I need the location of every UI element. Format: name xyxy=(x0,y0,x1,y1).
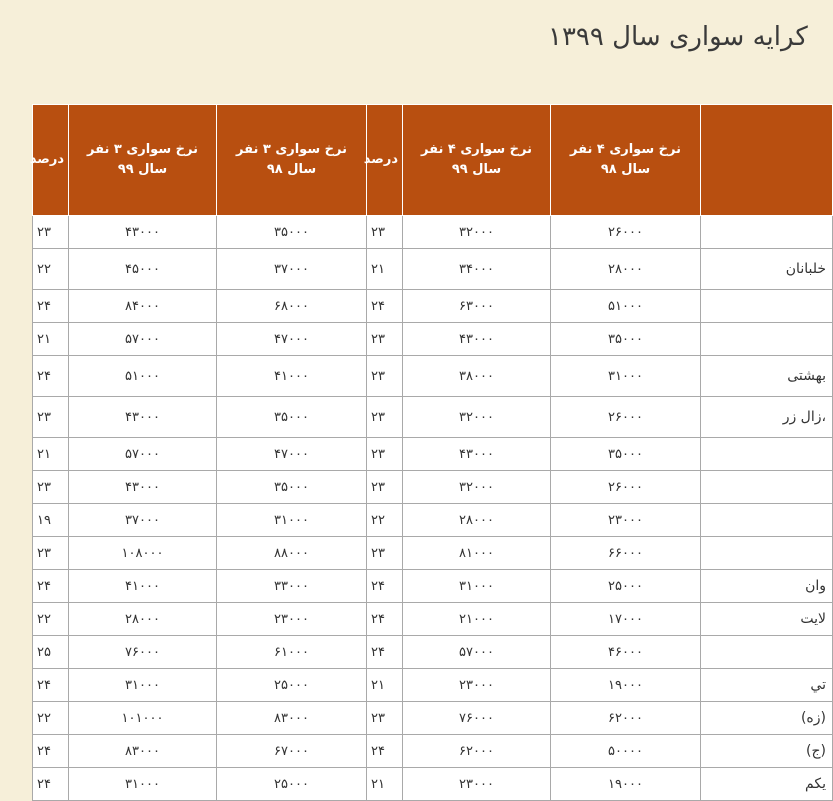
route-cell xyxy=(701,290,833,323)
route-cell: تي xyxy=(701,669,833,702)
percent-4-cell: ۲۳ xyxy=(367,471,403,504)
percent-3-cell: ۲۳ xyxy=(33,216,69,249)
fare-4-99-cell: ۲۸۰۰۰ xyxy=(403,504,551,537)
percent-4-cell: ۲۳ xyxy=(367,537,403,570)
table-row xyxy=(33,702,833,735)
route-cell xyxy=(701,323,833,356)
fare-4-99-cell: ۵۷۰۰۰ xyxy=(403,636,551,669)
percent-4-cell: ۲۴ xyxy=(367,636,403,669)
fare-3-98-cell: ۶۱۰۰۰ xyxy=(217,636,367,669)
fare-3-99-cell: ۴۳۰۰۰ xyxy=(69,471,217,504)
percent-4-cell: ۲۳ xyxy=(367,702,403,735)
route-cell: ،زال زر xyxy=(701,397,833,438)
percent-3-cell: ۲۴ xyxy=(33,356,69,397)
fare-4-98-cell: ۵۰۰۰۰ xyxy=(551,735,701,768)
percent-3-cell: ۲۲ xyxy=(33,249,69,290)
fare-3-98-cell: ۳۷۰۰۰ xyxy=(217,249,367,290)
fare-3-99-cell: ۳۱۰۰۰ xyxy=(69,669,217,702)
fare-4-99-cell: ۲۳۰۰۰ xyxy=(403,669,551,702)
fare-4-99-cell: ۲۱۰۰۰ xyxy=(403,603,551,636)
fare-4-98-cell: ۲۸۰۰۰ xyxy=(551,249,701,290)
header-fare-4-98: نرخ سواری ۴ نفر سال ۹۸ xyxy=(551,105,701,216)
fare-4-99-cell: ۸۱۰۰۰ xyxy=(403,537,551,570)
fare-4-99-cell: ۲۳۰۰۰ xyxy=(403,768,551,801)
table-header-row xyxy=(33,105,833,216)
table-row xyxy=(33,216,833,249)
route-cell: لایت xyxy=(701,603,833,636)
fare-3-99-cell: ۳۱۰۰۰ xyxy=(69,768,217,801)
fare-3-98-cell: ۴۱۰۰۰ xyxy=(217,356,367,397)
table-row xyxy=(33,504,833,537)
fare-4-98-cell: ۳۱۰۰۰ xyxy=(551,356,701,397)
percent-4-cell: ۲۴ xyxy=(367,570,403,603)
fare-3-98-cell: ۲۳۰۰۰ xyxy=(217,603,367,636)
fare-3-98-cell: ۸۸۰۰۰ xyxy=(217,537,367,570)
route-cell: بهشتی xyxy=(701,356,833,397)
percent-3-cell: ۱۹ xyxy=(33,504,69,537)
fare-3-98-cell: ۳۵۰۰۰ xyxy=(217,216,367,249)
fare-4-98-cell: ۱۹۰۰۰ xyxy=(551,768,701,801)
fare-4-99-cell: ۴۳۰۰۰ xyxy=(403,438,551,471)
table-row xyxy=(33,438,833,471)
route-cell xyxy=(701,636,833,669)
percent-4-cell: ۲۳ xyxy=(367,323,403,356)
fare-3-98-cell: ۴۷۰۰۰ xyxy=(217,323,367,356)
fare-4-99-cell: ۳۴۰۰۰ xyxy=(403,249,551,290)
route-cell xyxy=(701,471,833,504)
fare-3-99-cell: ۱۰۸۰۰۰ xyxy=(69,537,217,570)
header-route xyxy=(701,105,833,216)
fare-4-99-cell: ۳۱۰۰۰ xyxy=(403,570,551,603)
fare-3-98-cell: ۳۳۰۰۰ xyxy=(217,570,367,603)
fare-4-98-cell: ۲۶۰۰۰ xyxy=(551,397,701,438)
percent-4-cell: ۲۴ xyxy=(367,735,403,768)
percent-3-cell: ۲۴ xyxy=(33,735,69,768)
percent-3-cell: ۲۵ xyxy=(33,636,69,669)
fare-3-99-cell: ۴۳۰۰۰ xyxy=(69,397,217,438)
table-row xyxy=(33,471,833,504)
percent-4-cell: ۲۳ xyxy=(367,438,403,471)
table-body xyxy=(33,216,833,801)
header-fare-3-99: نرخ سواری ۳ نفر سال ۹۹ xyxy=(69,105,217,216)
fare-4-99-cell: ۶۲۰۰۰ xyxy=(403,735,551,768)
fare-3-99-cell: ۴۳۰۰۰ xyxy=(69,216,217,249)
fare-3-98-cell: ۲۵۰۰۰ xyxy=(217,768,367,801)
fare-4-98-cell: ۲۶۰۰۰ xyxy=(551,216,701,249)
fare-4-98-cell: ۱۷۰۰۰ xyxy=(551,603,701,636)
fare-table xyxy=(29,104,833,801)
percent-3-cell: ۲۴ xyxy=(33,768,69,801)
percent-4-cell: ۲۴ xyxy=(367,290,403,323)
fare-3-98-cell: ۴۷۰۰۰ xyxy=(217,438,367,471)
fare-4-98-cell: ۲۳۰۰۰ xyxy=(551,504,701,537)
table-row xyxy=(33,735,833,768)
fare-3-98-cell: ۶۸۰۰۰ xyxy=(217,290,367,323)
fare-4-98-cell: ۶۲۰۰۰ xyxy=(551,702,701,735)
header-fare-3-98: نرخ سواری ۳ نفر سال ۹۸ xyxy=(217,105,367,216)
route-cell: (ج) xyxy=(701,735,833,768)
fare-4-98-cell: ۲۶۰۰۰ xyxy=(551,471,701,504)
fare-3-98-cell: ۳۵۰۰۰ xyxy=(217,471,367,504)
percent-4-cell: ۲۳ xyxy=(367,356,403,397)
percent-4-cell: ۲۴ xyxy=(367,603,403,636)
percent-4-cell: ۲۳ xyxy=(367,397,403,438)
fare-3-99-cell: ۷۶۰۰۰ xyxy=(69,636,217,669)
percent-3-cell: ۲۱ xyxy=(33,438,69,471)
percent-3-cell: ۲۳ xyxy=(33,471,69,504)
table-row xyxy=(33,537,833,570)
table-row xyxy=(33,323,833,356)
header-fare-4-99: نرخ سواری ۴ نفر سال ۹۹ xyxy=(403,105,551,216)
fare-3-98-cell: ۳۱۰۰۰ xyxy=(217,504,367,537)
percent-4-cell: ۲۱ xyxy=(367,249,403,290)
fare-3-98-cell: ۲۵۰۰۰ xyxy=(217,669,367,702)
route-cell xyxy=(701,537,833,570)
percent-3-cell: ۲۴ xyxy=(33,669,69,702)
table-row xyxy=(33,570,833,603)
route-cell xyxy=(701,438,833,471)
fare-4-99-cell: ۴۳۰۰۰ xyxy=(403,323,551,356)
table-row xyxy=(33,290,833,323)
fare-3-99-cell: ۵۷۰۰۰ xyxy=(69,438,217,471)
fare-3-99-cell: ۱۰۱۰۰۰ xyxy=(69,702,217,735)
percent-3-cell: ۲۴ xyxy=(33,570,69,603)
percent-4-cell: ۲۳ xyxy=(367,216,403,249)
percent-3-cell: ۲۲ xyxy=(33,702,69,735)
fare-4-99-cell: ۳۲۰۰۰ xyxy=(403,216,551,249)
table-row xyxy=(33,397,833,438)
fare-4-98-cell: ۴۶۰۰۰ xyxy=(551,636,701,669)
percent-3-cell: ۲۳ xyxy=(33,397,69,438)
route-cell xyxy=(701,504,833,537)
route-cell: وان xyxy=(701,570,833,603)
fare-4-99-cell: ۳۲۰۰۰ xyxy=(403,397,551,438)
header-percent-3: درصد xyxy=(33,105,69,216)
fare-4-98-cell: ۱۹۰۰۰ xyxy=(551,669,701,702)
header-percent-4: درصد xyxy=(367,105,403,216)
fare-4-98-cell: ۳۵۰۰۰ xyxy=(551,438,701,471)
table-row xyxy=(33,669,833,702)
fare-3-98-cell: ۶۷۰۰۰ xyxy=(217,735,367,768)
percent-4-cell: ۲۱ xyxy=(367,669,403,702)
percent-3-cell: ۲۴ xyxy=(33,290,69,323)
route-cell: خلبانان xyxy=(701,249,833,290)
fare-table-container xyxy=(29,104,832,801)
fare-3-98-cell: ۳۵۰۰۰ xyxy=(217,397,367,438)
fare-4-98-cell: ۶۶۰۰۰ xyxy=(551,537,701,570)
fare-3-99-cell: ۴۱۰۰۰ xyxy=(69,570,217,603)
percent-4-cell: ۲۱ xyxy=(367,768,403,801)
fare-4-98-cell: ۲۵۰۰۰ xyxy=(551,570,701,603)
route-cell: یکم xyxy=(701,768,833,801)
fare-3-98-cell: ۸۳۰۰۰ xyxy=(217,702,367,735)
route-cell: (زه) xyxy=(701,702,833,735)
fare-4-99-cell: ۳۸۰۰۰ xyxy=(403,356,551,397)
fare-4-99-cell: ۶۳۰۰۰ xyxy=(403,290,551,323)
table-row xyxy=(33,356,833,397)
fare-3-99-cell: ۲۸۰۰۰ xyxy=(69,603,217,636)
percent-3-cell: ۲۱ xyxy=(33,323,69,356)
route-cell xyxy=(701,216,833,249)
table-row xyxy=(33,249,833,290)
fare-3-99-cell: ۳۷۰۰۰ xyxy=(69,504,217,537)
fare-3-99-cell: ۴۵۰۰۰ xyxy=(69,249,217,290)
fare-3-99-cell: ۸۳۰۰۰ xyxy=(69,735,217,768)
fare-4-98-cell: ۳۵۰۰۰ xyxy=(551,323,701,356)
table-row xyxy=(33,603,833,636)
percent-3-cell: ۲۲ xyxy=(33,603,69,636)
percent-4-cell: ۲۲ xyxy=(367,504,403,537)
fare-3-99-cell: ۵۱۰۰۰ xyxy=(69,356,217,397)
fare-4-99-cell: ۷۶۰۰۰ xyxy=(403,702,551,735)
table-row xyxy=(33,636,833,669)
fare-4-98-cell: ۵۱۰۰۰ xyxy=(551,290,701,323)
fare-4-99-cell: ۳۲۰۰۰ xyxy=(403,471,551,504)
percent-3-cell: ۲۳ xyxy=(33,537,69,570)
fare-3-99-cell: ۸۴۰۰۰ xyxy=(69,290,217,323)
table-row xyxy=(33,768,833,801)
page-title: کرایه سواری سال ۱۳۹۹ xyxy=(548,22,808,52)
fare-3-99-cell: ۵۷۰۰۰ xyxy=(69,323,217,356)
